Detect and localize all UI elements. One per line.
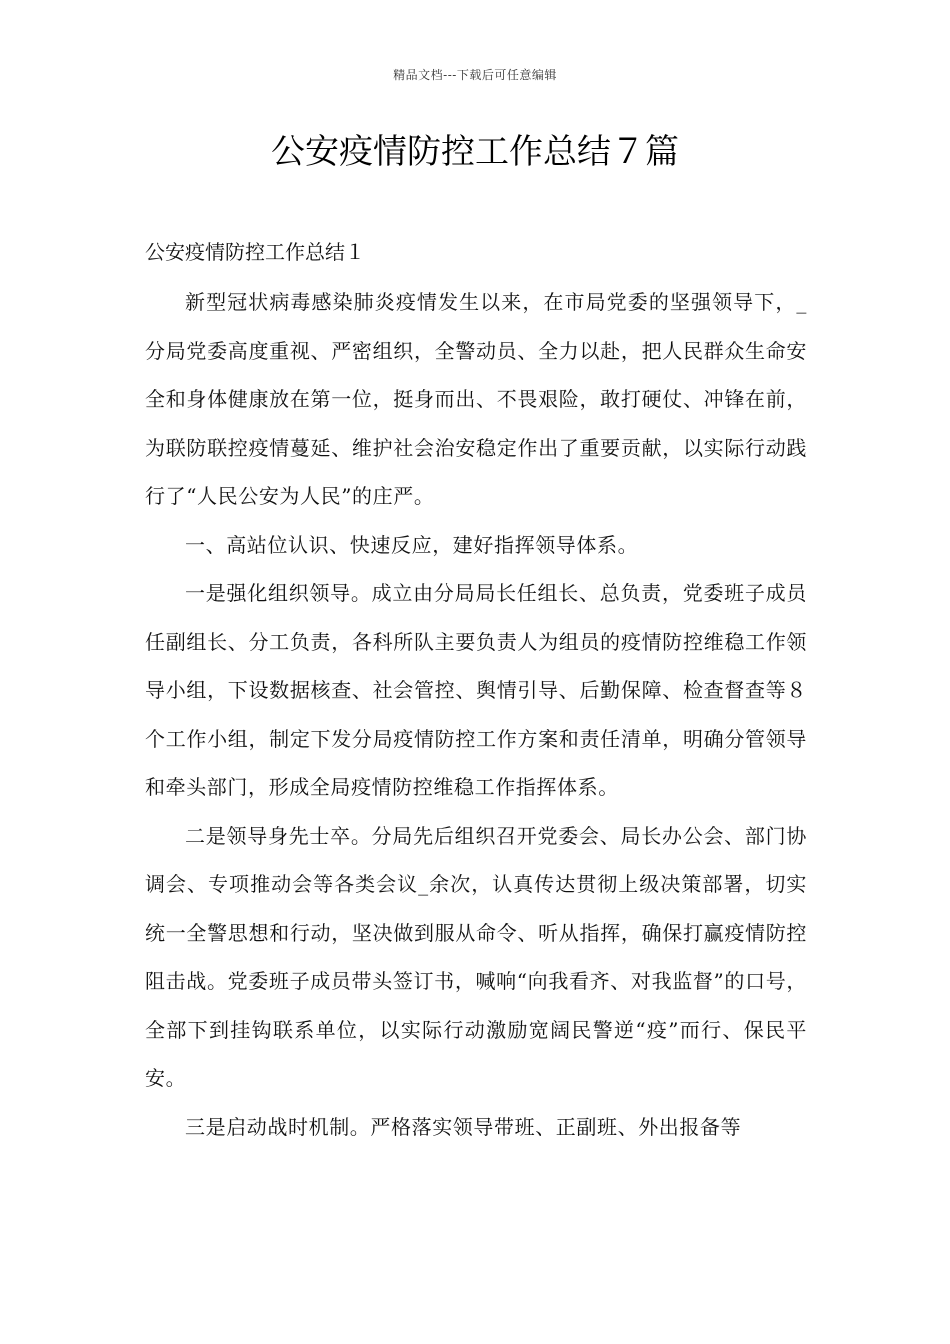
section-heading: 公安疫情防控工作总结１ [145,240,365,264]
paragraph-wartime-mechanism: 三是启动战时机制。严格落实领导带班、正副班、外出报备等 [185,1114,742,1139]
paragraph-organization: 一是强化组织领导。成立由分局局长任组长、总负责，党委班子成员任副组长、分工负责，各科所队主要负责人为组员的疫情防控维稳工作领导小组，下设数据核查、社会管控、舆情引导、后勤保障、检查督查等８个工作小组，制定下发分局疫情防控工作方案和责任清单，明确分管领导和牵头部门，形成全局疫情防控维稳工作指挥体系。 [145,581,807,799]
header-note: 精品文档---下载后可任意编辑 [393,68,557,82]
document-body [145,232,807,1151]
document-title: 公安疫情防控工作总结７篇 [271,132,679,172]
paragraph-leadership: 二是领导身先士卒。分局先后组织召开党委会、局长办公会、部门协调会、专项推动会等各类会议_余次，认真传达贯彻上级决策部署，切实统一全警思想和行动，坚决做到服从命令、听从指挥，确保打赢疫情防控阻击战。党委班子成员带头签订书，喊响“向我看齐、对我监督”的口号，全部下到挂钩联系单位，以实际行动激励宽阔民警逆“疫”而行、保民平安。 [145,823,807,1090]
paragraph-intro: 新型冠状病毒感染肺炎疫情发生以来，在市局党委的坚强领导下，_分局党委高度重视、严密组织，全警动员、全力以赴，把人民群众生命安全和身体健康放在第一位，挺身而出、不畏艰险，敢打硬仗、冲锋在前，为联防联控疫情蔓延、维护社会治安稳定作出了重要贡献，以实际行动践行了“人民公安为人民”的庄严。 [145,290,807,508]
paragraph-heading-one: 一、高站位认识、快速反应，建好指挥领导体系。 [185,532,639,557]
